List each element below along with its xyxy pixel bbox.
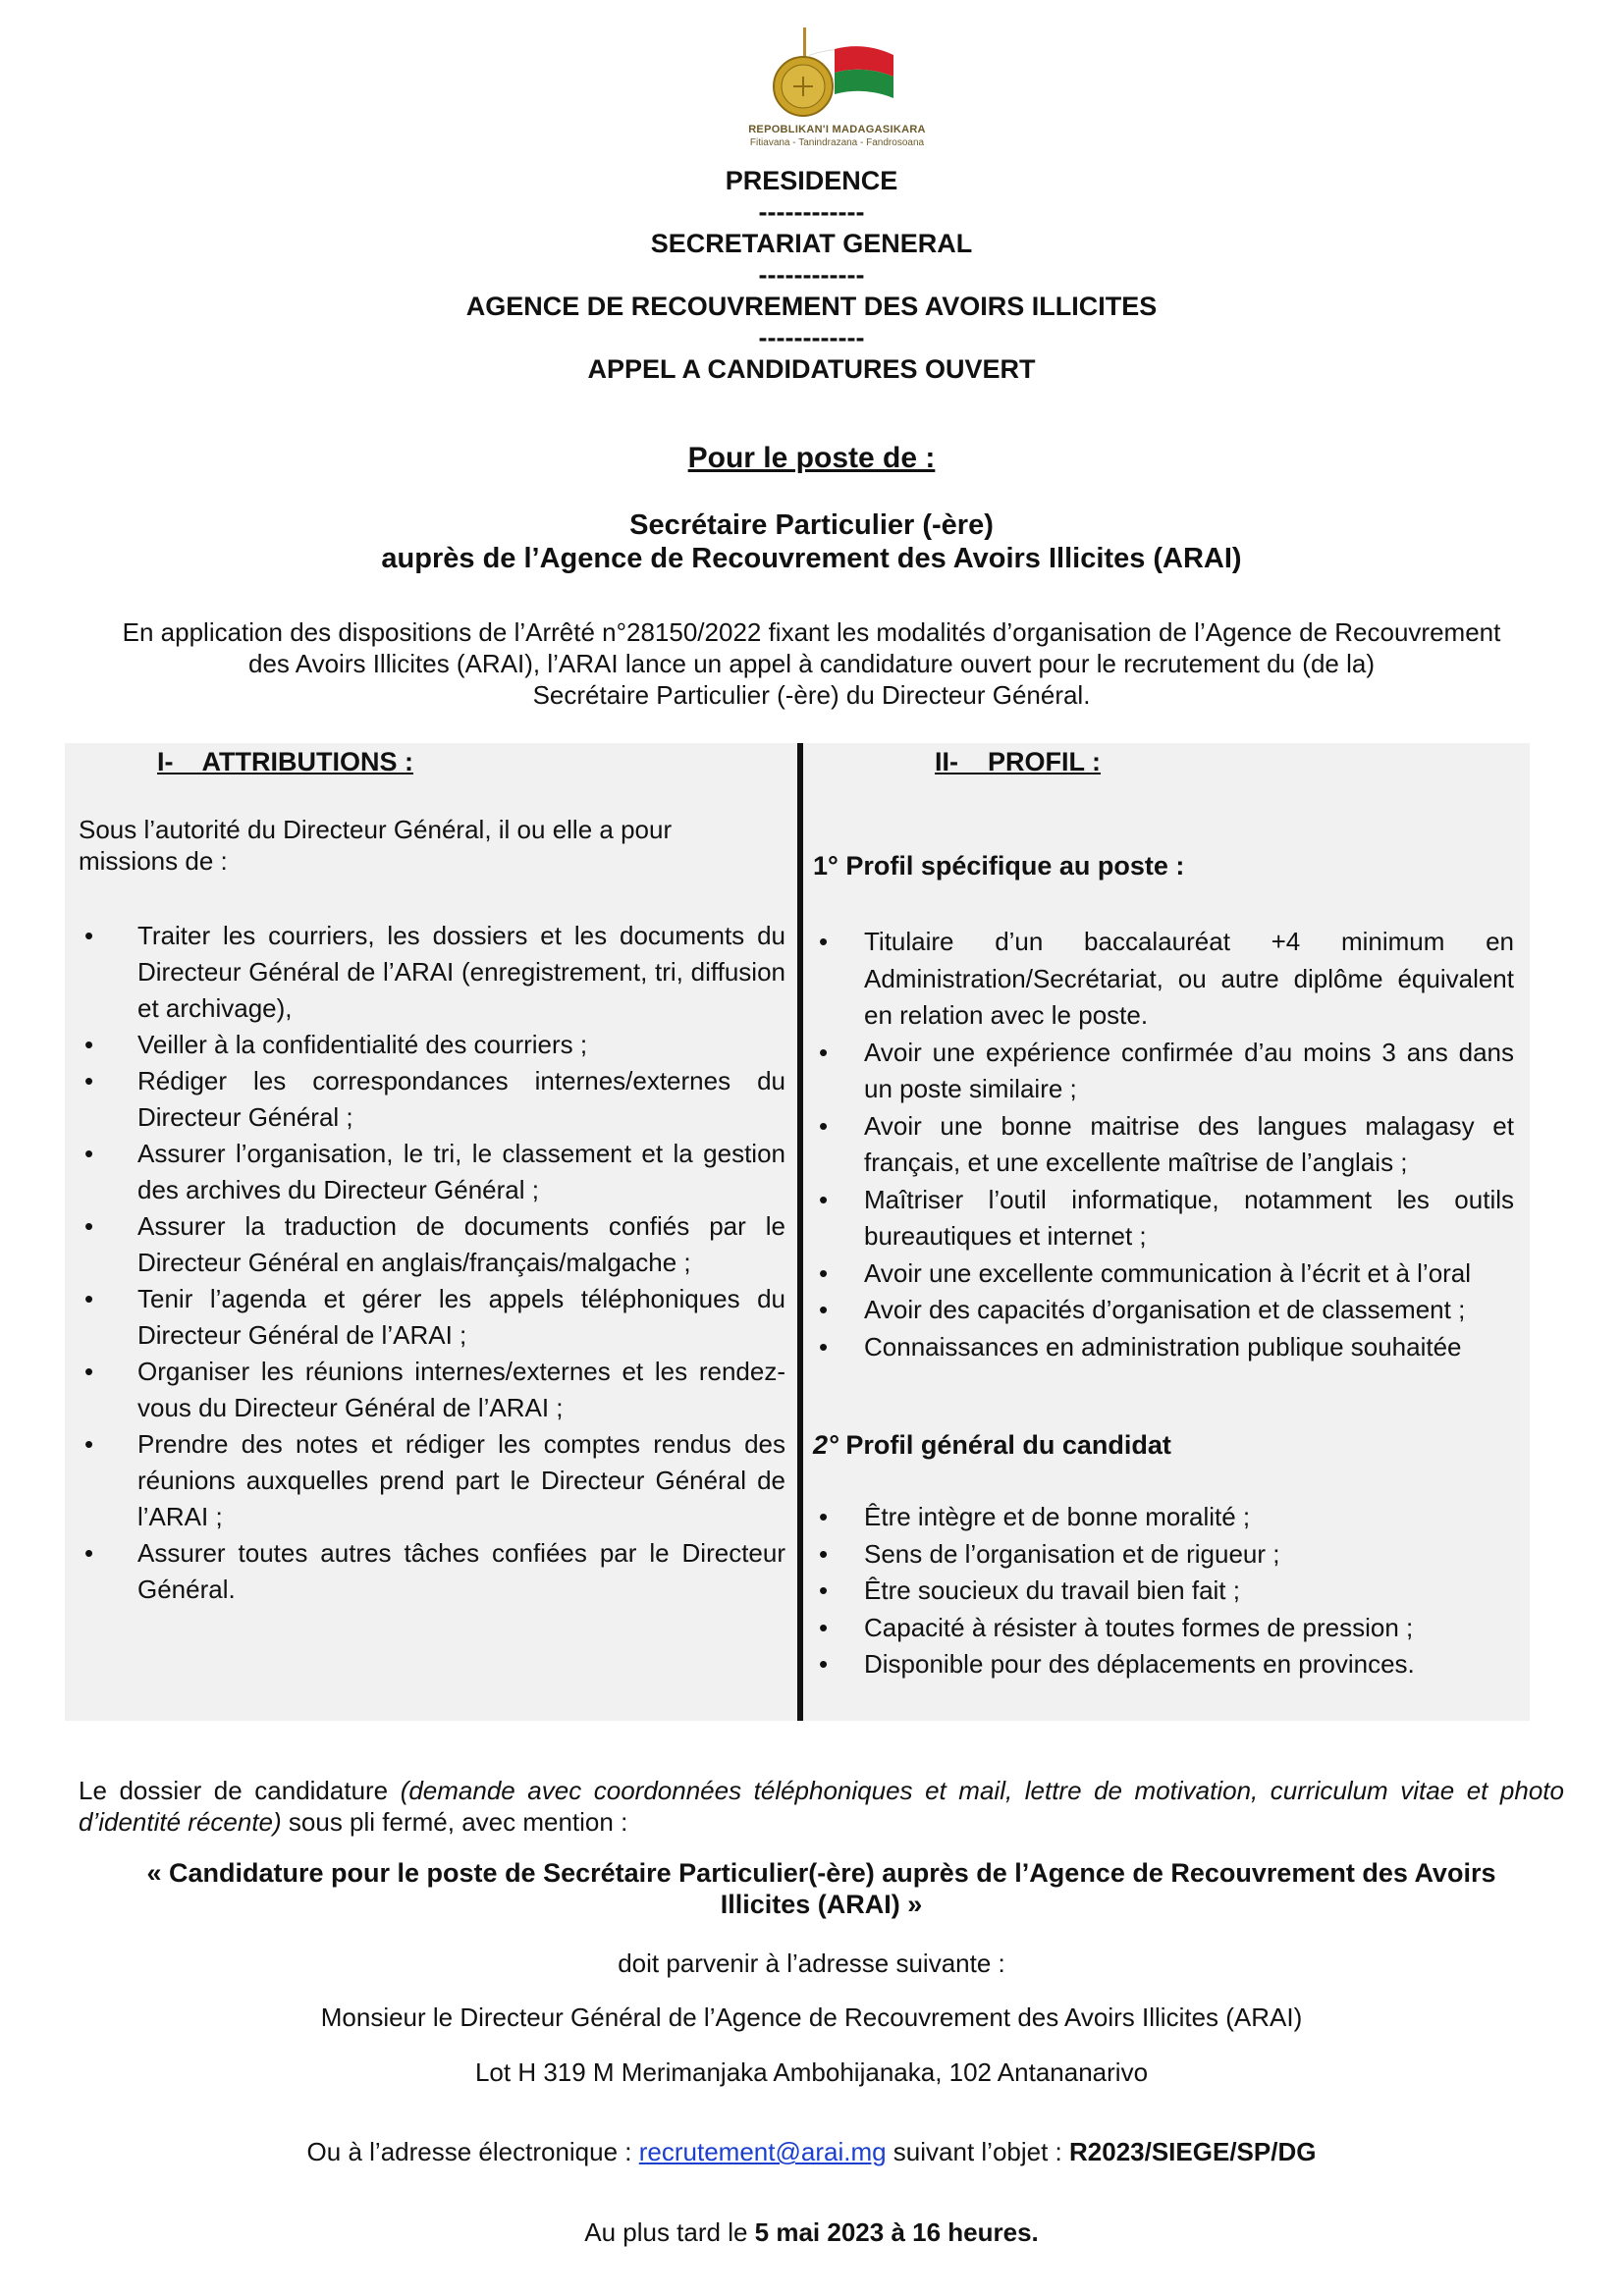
email-middle: suivant l’objet : bbox=[886, 2137, 1069, 2166]
deadline-date: 5 mai 2023 à 16 heures. bbox=[754, 2217, 1039, 2247]
emblem-republic-text: REPOBLIKAN'I MADAGASIKARA bbox=[748, 124, 926, 135]
application-mention bbox=[108, 1857, 1535, 1920]
republic-emblem bbox=[717, 26, 957, 153]
profil-heading: II- PROFIL : bbox=[935, 747, 1102, 776]
list-item: • Avoir une excellente communication à l’écrit et à l’oral bbox=[813, 1255, 1514, 1293]
list-item: • Assurer toutes autres tâches confiées par le Directeur Général. bbox=[79, 1535, 785, 1608]
email-reference: R2023/SIEGE/SP/DG bbox=[1069, 2137, 1317, 2166]
intro-line: Secrétaire Particulier (-ère) du Directeur Général. bbox=[532, 680, 1091, 710]
header-agence: AGENCE DE RECOUVREMENT DES AVOIRS ILLICITES bbox=[465, 292, 1158, 321]
intro-line: des Avoirs Illicites (ARAI), l’ARAI lance un appel à candidature ouvert pour le recrutement du (de la) bbox=[248, 649, 1375, 678]
list-item: • Organiser les réunions internes/externes et les rendez-vous du Directeur Général de l’ARAI ; bbox=[79, 1354, 785, 1426]
list-item: • Être intègre et de bonne moralité ; bbox=[813, 1499, 1514, 1536]
list-item: • Titulaire d’un baccalauréat +4 minimum en Administration/Secrétariat, ou autre diplôme équivalent en relation avec le poste. bbox=[813, 924, 1514, 1035]
profil-general-number: 2° bbox=[813, 1430, 839, 1460]
list-item: • Rédiger les correspondances internes/externes du Directeur Général ; bbox=[79, 1063, 785, 1136]
poste-title: Pour le poste de : bbox=[687, 442, 936, 474]
header-separator: ------------ bbox=[758, 197, 865, 227]
header-separator: ------------ bbox=[758, 260, 865, 290]
list-item: • Sens de l’organisation et de rigueur ; bbox=[813, 1536, 1514, 1574]
attributions-list bbox=[79, 918, 785, 1608]
profil-specific-list bbox=[813, 924, 1514, 1365]
job-title bbox=[0, 508, 1623, 575]
profil-general-title: Profil général du candidat bbox=[838, 1430, 1171, 1460]
deadline-line bbox=[0, 2217, 1623, 2248]
header-presidence: PRESIDENCE bbox=[725, 166, 898, 195]
emblem-graphic bbox=[717, 26, 957, 124]
email-link[interactable]: recrutement@arai.mg bbox=[638, 2137, 887, 2166]
header-separator: ------------ bbox=[758, 323, 865, 352]
flag-green-icon bbox=[835, 70, 893, 98]
list-item: • Assurer l’organisation, le tri, le classement et la gestion des archives du Directeur Général ; bbox=[79, 1136, 785, 1208]
profil-general-heading bbox=[813, 1430, 1171, 1461]
job-title-line2: auprès de l’Agence de Recouvrement des Avoirs Illicites (ARAI) bbox=[381, 543, 1242, 574]
list-item: • Tenir l’agenda et gérer les appels téléphoniques du Directeur Général de l’ARAI ; bbox=[79, 1281, 785, 1354]
dossier-paragraph bbox=[79, 1775, 1564, 1838]
header-secretariat: SECRETARIAT GENERAL bbox=[650, 229, 973, 258]
job-title-line1: Secrétaire Particulier (-ère) bbox=[629, 509, 994, 541]
address-recipient: Monsieur le Directeur Général de l’Agence de Recouvrement des Avoirs Illicites (ARAI) bbox=[320, 2002, 1303, 2032]
list-item: • Avoir une bonne maitrise des langues malagasy et français, et une excellente maîtrise de l’anglais ; bbox=[813, 1108, 1514, 1182]
list-item: • Maîtriser l’outil informatique, notamment les outils bureautiques et internet ; bbox=[813, 1182, 1514, 1255]
attributions-heading: I- ATTRIBUTIONS : bbox=[157, 747, 413, 776]
list-item: • Connaissances en administration publique souhaitée bbox=[813, 1329, 1514, 1366]
list-item: • Traiter les courriers, les dossiers et les documents du Directeur Général de l’ARAI (enregistrement, tri, diffusion et archivage), bbox=[79, 918, 785, 1027]
list-item: • Disponible pour des déplacements en provinces. bbox=[813, 1646, 1514, 1683]
dossier-italic: (demande avec coordonnées téléphoniques et mail, lettre de motivation, curriculum vitae et photo d’identité récente) bbox=[79, 1776, 1564, 1837]
email-line bbox=[0, 2137, 1623, 2167]
list-item: • Avoir une expérience confirmée d’au moins 3 ans dans un poste similaire ; bbox=[813, 1035, 1514, 1108]
list-item: • Avoir des capacités d’organisation et de classement ; bbox=[813, 1292, 1514, 1329]
mention-line: Illicites (ARAI) » bbox=[720, 1890, 923, 1919]
profil-general-list bbox=[813, 1499, 1514, 1683]
mention-line: « Candidature pour le poste de Secrétaire Particulier(-ère) auprès de l’Agence de Recouvrement des Avoirs bbox=[146, 1858, 1496, 1888]
deadline-prefix: Au plus tard le bbox=[584, 2217, 755, 2247]
header-appel: APPEL A CANDIDATURES OUVERT bbox=[587, 354, 1036, 384]
list-item: • Assurer la traduction de documents confiés par le Directeur Général en anglais/français/malgache ; bbox=[79, 1208, 785, 1281]
column-divider bbox=[797, 743, 803, 1721]
intro-paragraph bbox=[69, 616, 1554, 711]
dossier-tail: sous pli fermé, avec mention : bbox=[281, 1807, 628, 1837]
list-item: • Être soucieux du travail bien fait ; bbox=[813, 1573, 1514, 1610]
document-header bbox=[0, 165, 1623, 385]
attributions-intro: Sous l’autorité du Directeur Général, il ou elle a pour missions de : bbox=[79, 815, 673, 876]
intro-line: En application des dispositions de l’Arrêté n°28150/2022 fixant les modalités d’organisation de l’Agence de Recouvrement bbox=[122, 617, 1501, 647]
address-intro: doit parvenir à l’adresse suivante : bbox=[618, 1949, 1005, 1978]
list-item: • Veiller à la confidentialité des courriers ; bbox=[79, 1027, 785, 1063]
list-item: • Prendre des notes et rédiger les comptes rendus des réunions auxquelles prend part le Directeur Général de l’ARAI ; bbox=[79, 1426, 785, 1535]
profil-specific-heading: 1° Profil spécifique au poste : bbox=[813, 851, 1185, 881]
email-prefix: Ou à l’adresse électronique : bbox=[306, 2137, 639, 2166]
address-street: Lot H 319 M Merimanjaka Ambohijanaka, 102 Antananarivo bbox=[474, 2057, 1149, 2087]
emblem-motto-text: Fitiavana - Tanindrazana - Fandrosoana bbox=[749, 137, 925, 148]
list-item: • Capacité à résister à toutes formes de pression ; bbox=[813, 1610, 1514, 1647]
dossier-lead: Le dossier de candidature bbox=[79, 1776, 401, 1805]
